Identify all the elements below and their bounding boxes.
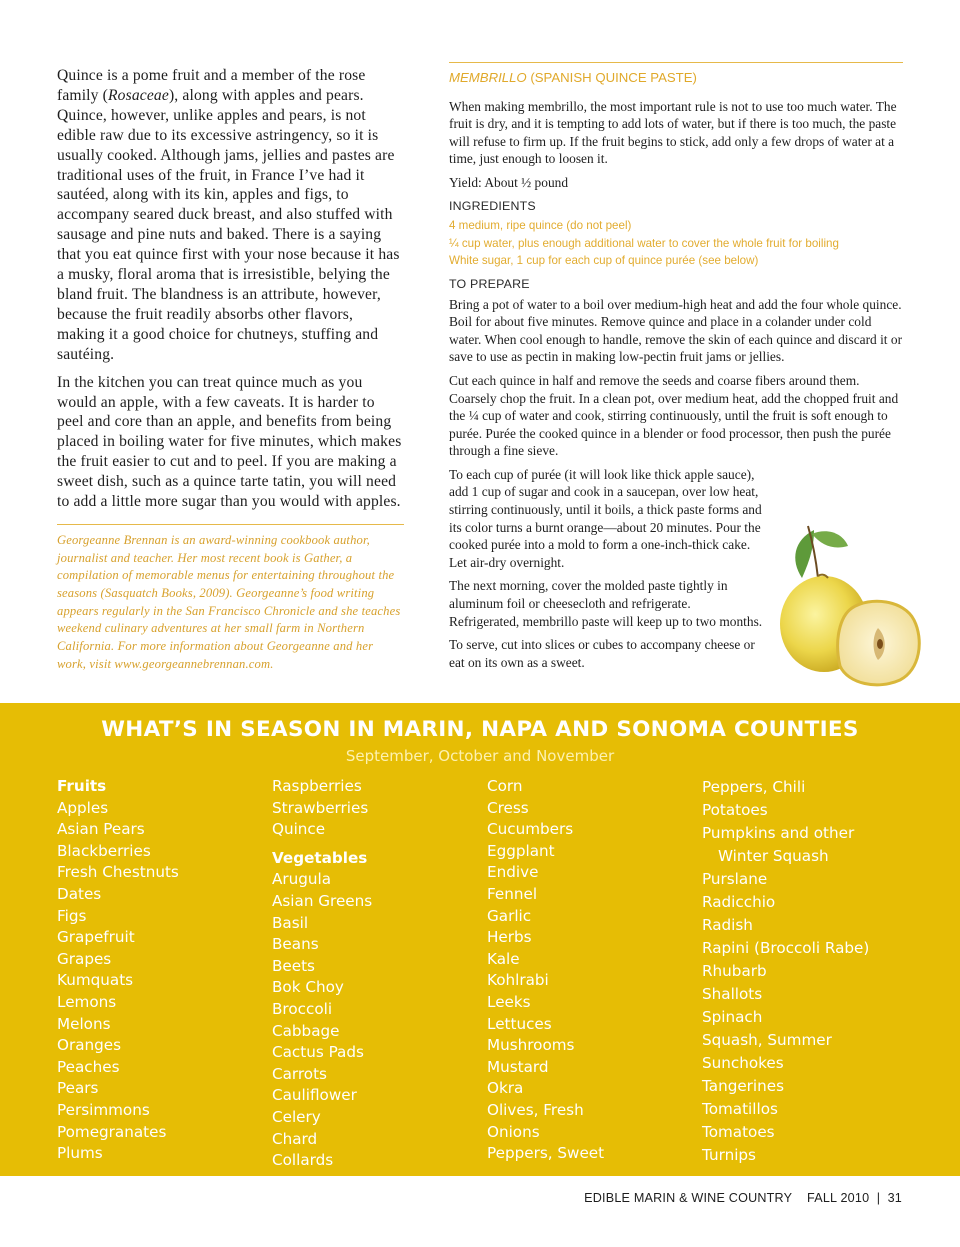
season-item: Peppers, Sweet	[487, 1144, 605, 1163]
prepare-heading: TO PREPARE	[449, 276, 530, 291]
season-item: Dates	[57, 884, 102, 903]
season-item: Quince	[272, 820, 326, 839]
recipe-step: To each cup of purée (it will look like thick apple sauce), add 1 cup of sugar and cook in a saucepan, over low heat, stirring continuously, until it boils, a thick paste forms and its color turns a burnt orange—about 20 minutes. Pour the cooked purée into a mold to form a one-inch-thick cake. Let air-dry overnight.	[449, 466, 762, 570]
article-paragraph-2: In the kitchen you can treat quince much as you would an apple, with a few caveats. It is harder to peel and core than an apple, and benefits from being placed in boiling water for five minutes, which makes the fruit easier to cut and to peel. If you are making a sweet dish, such as a quince tarte tatin, you will need to add a little more sugar than you would with apples.	[57, 373, 402, 511]
season-item: Sunchokes	[702, 1054, 784, 1072]
ingredients-list	[449, 217, 903, 270]
season-item: Radish	[702, 916, 753, 934]
season-item: Carrots	[272, 1064, 327, 1083]
ingredients-heading: INGREDIENTS	[449, 198, 536, 213]
season-item: Broccoli	[272, 999, 333, 1018]
season-item: Corn	[487, 777, 523, 795]
season-item: Rhubarb	[702, 962, 767, 980]
season-title: WHAT’S IN SEASON IN MARIN, NAPA AND SONOMA COUNTIES	[101, 717, 859, 742]
footer-separator: |	[876, 1191, 881, 1205]
author-bio: Georgeanne Brennan is an award-winning cookbook author, journalist and teacher. Her most recent book is Gather, a compilation of memorable menus for entertaining throughout the seasons (Sasquatch Books, 2009). Georgeanne’s food writing appears regularly in the San Francisco Chronicle and she teaches weekend culinary adventures at her small farm in Northern California. For more information about Georgeanne and her work, visit www.georgeannebrennan.com.	[57, 532, 401, 671]
bio-divider	[57, 524, 404, 525]
season-item: Tomatoes	[702, 1123, 775, 1141]
article-paragraph-1: Quince is a pome fruit and a member of the rose family (Rosaceae), along with apples and pears. Quince, however, unlike apples and pears, is not edible raw due to its excessive astringency, so it is usually cooked. Although jams, jellies and pastes are traditional uses of the fruit, in France I’ve had it sautéed, along with its kin, apples and figs, to accompany seared duck breast, and also stuffed with sausage and pine nuts and baked. There is a saying that you eat quince first with your nose because it has a musky, floral aroma that is irresistible, belying the bland fruit. The blandness is an attribute, however, because the fruit readily absorbs other flavors, making it a good choice for chutneys, stuffing and sautéing.	[57, 67, 400, 363]
season-column-fruits	[57, 776, 267, 1165]
season-item: Beans	[272, 935, 319, 954]
publication-name: EDIBLE MARIN & WINE COUNTRY	[584, 1191, 793, 1205]
season-item: Blackberries	[57, 841, 151, 860]
season-item: Plums	[57, 1144, 103, 1163]
season-item: Fennel	[487, 884, 538, 903]
season-item: Grapes	[57, 949, 112, 968]
season-item: Endive	[487, 863, 539, 882]
fruits-heading: Fruits	[57, 777, 107, 795]
season-item: Pears	[57, 1079, 99, 1098]
season-item: Arugula	[272, 870, 332, 889]
season-item: Chard	[272, 1129, 318, 1148]
season-item: Asian Pears	[57, 820, 145, 839]
season-item: Tomatillos	[702, 1100, 778, 1118]
season-item: Lemons	[57, 992, 117, 1011]
season-item: Eggplant	[487, 841, 555, 860]
article-column	[57, 66, 404, 682]
season-item: Purslane	[702, 870, 768, 888]
season-item: Leeks	[487, 992, 531, 1011]
quince-photo	[774, 520, 924, 692]
season-item: Kale	[487, 949, 520, 968]
season-item: Pumpkins and other	[702, 824, 855, 842]
season-item: Herbs	[487, 928, 532, 947]
season-item: Turnips	[702, 1146, 756, 1164]
recipe-step: Cut each quince in half and remove the seeds and coarse fibers around them. Coarsely chop the fruit. In a clean pot, over medium heat, add the chopped fruit and the ¼ cup of water and cook, stirring continuously, until the fruit is soft enough to purée. Purée the cooked quince in a blender or food processor, then push the purée through a fine sieve.	[449, 372, 899, 459]
season-item: Rapini (Broccoli Rabe)	[702, 939, 870, 957]
season-item: Persimmons	[57, 1100, 150, 1119]
season-item: Mustard	[487, 1057, 549, 1076]
season-item: Collards	[272, 1151, 334, 1170]
season-item: Pomegranates	[57, 1122, 167, 1141]
season-item: Mushrooms	[487, 1036, 575, 1055]
recipe-divider	[449, 62, 903, 63]
season-item: Spinach	[702, 1008, 763, 1026]
page-footer	[584, 1191, 902, 1205]
season-item: Garlic	[487, 906, 532, 925]
season-item: Beets	[272, 956, 315, 975]
season-item: Asian Greens	[272, 891, 373, 910]
ingredient-item: ¼ cup water, plus enough additional water to cover the whole fruit for boiling	[449, 236, 839, 250]
issue-label: FALL 2010	[807, 1191, 870, 1205]
season-item: Radicchio	[702, 893, 776, 911]
season-item: Tangerines	[702, 1077, 785, 1095]
season-column-2	[272, 776, 482, 1172]
season-subtitle: September, October and November	[345, 747, 615, 765]
season-item: Onions	[487, 1122, 540, 1141]
recipe-step: To serve, cut into slices or cubes to accompany cheese or eat on its own as a sweet.	[449, 637, 755, 670]
vegetables-heading: Vegetables	[272, 848, 368, 867]
season-item: Cactus Pads	[272, 1043, 364, 1062]
season-item: Cucumbers	[487, 820, 574, 839]
recipe-step: The next morning, cover the molded paste tightly in aluminum foil or cheesecloth and refrigerate. Refrigerated, membrillo paste will keep up to two months.	[449, 578, 763, 629]
season-item: Celery	[272, 1107, 321, 1126]
season-item: Apples	[57, 798, 109, 817]
season-item: Figs	[57, 906, 87, 925]
season-item: Oranges	[57, 1036, 122, 1055]
recipe-yield: Yield: About ½ pound	[449, 174, 569, 190]
season-item: Okra	[487, 1079, 524, 1098]
recipe-title: MEMBRILLO (SPANISH QUINCE PASTE)	[449, 70, 697, 85]
season-item: Lettuces	[487, 1014, 552, 1033]
season-item: Kumquats	[57, 971, 134, 990]
season-item: Basil	[272, 913, 309, 932]
season-item: Fresh Chestnuts	[57, 863, 179, 882]
season-item: Melons	[57, 1014, 111, 1033]
season-item: Squash, Summer	[702, 1031, 832, 1049]
season-item: Winter Squash	[718, 847, 829, 865]
season-item: Olives, Fresh	[487, 1100, 584, 1119]
season-item: Shallots	[702, 985, 763, 1003]
season-item: Peaches	[57, 1057, 120, 1076]
season-item: Cress	[487, 798, 529, 817]
recipe-intro: When making membrillo, the most important rule is not to use too much water. The fruit is dry, and it is tempting to add lots of water, but if there is too much, the paste will refuse to firm up. If the fruit begins to stick, add only a few drops of water at a time, just enough to loosen it.	[449, 98, 897, 167]
season-column-3	[487, 776, 697, 1165]
season-column-4	[702, 776, 912, 1167]
season-item: Raspberries	[272, 777, 362, 795]
season-item: Strawberries	[272, 798, 369, 817]
recipe-step: Bring a pot of water to a boil over medium-high heat and add the four whole quince. Boil for about five minutes. Remove quince and place in a colander under cold water. When cool enough to handle, remove the skin of each quince and discard it or save to use as pectin in making low-pectin fruit jams or jellies.	[449, 296, 903, 365]
ingredient-item: White sugar, 1 cup for each cup of quince purée (see below)	[449, 254, 759, 268]
season-item: Cabbage	[272, 1021, 340, 1040]
season-item: Peppers, Chili	[702, 778, 806, 796]
ingredient-item: 4 medium, ripe quince (do not peel)	[449, 219, 632, 233]
season-item: Cauliflower	[272, 1086, 357, 1105]
season-item: Potatoes	[702, 801, 768, 819]
season-item: Kohlrabi	[487, 971, 549, 990]
page-number: 31	[887, 1191, 902, 1205]
season-item: Grapefruit	[57, 928, 135, 947]
season-item: Bok Choy	[272, 978, 344, 997]
